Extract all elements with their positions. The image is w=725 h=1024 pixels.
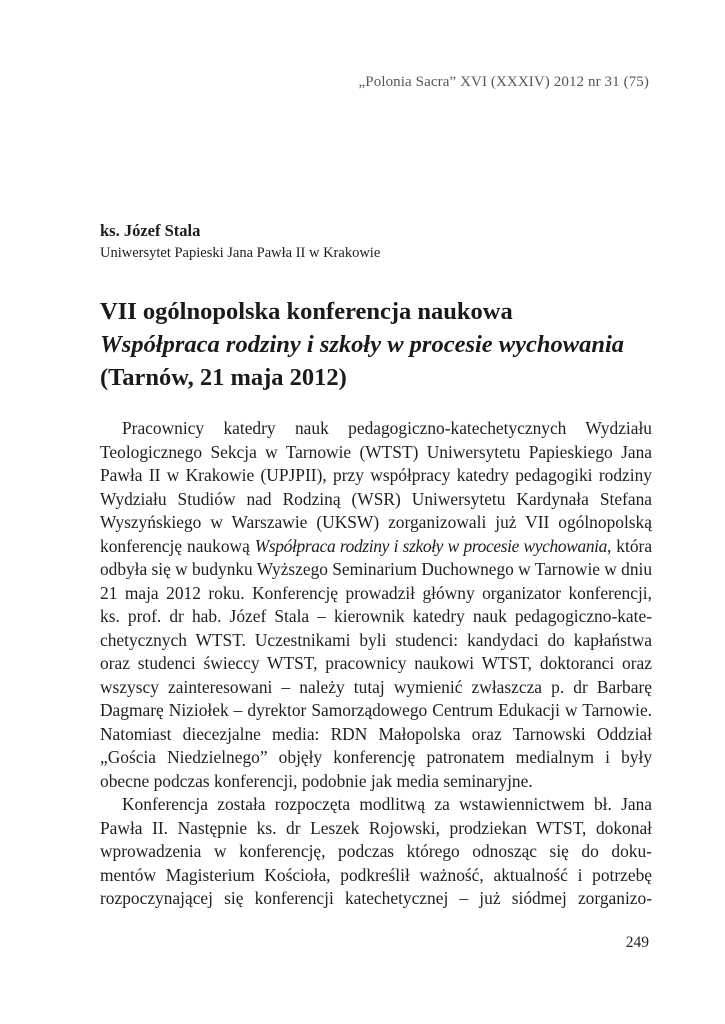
author-block [100,220,380,263]
body-line-text: 21 maja 2012 roku. Konferencję prowadził główny organizator konferencji, [100,582,652,603]
body-line-text: Pracownicy katedry nauk pedagogiczno-katechetycznych Wydziału [122,418,652,438]
body-line [100,770,652,794]
author-name: ks. Józef Stala [100,221,201,240]
body-line [100,840,652,864]
body-line-text: mentów Magisterium Kościoła, podkreślił ważność, aktualność i potrzebę [100,864,652,885]
body-line [100,887,652,911]
author-affiliation: Uniwersytet Papieski Jana Pawła II w Krakowie [100,245,381,261]
body-line [100,605,652,629]
body-line-text: Dagmarę Niziołek – dyrektor Samorządowego Centrum Edukacji w Tarnowie. [100,700,653,720]
body-line [100,699,652,723]
body-line [100,535,652,559]
body-line [100,652,652,676]
title-line-3: (Tarnów, 21 maja 2012) [100,364,347,391]
body-line [100,629,652,653]
body-line [100,817,652,841]
paragraph-1 [100,417,652,793]
body-line-text: chetycznych WTST. Uczestnikami byli studenci: kandydaci do kapłaństwa [100,629,653,650]
body-line [100,511,652,535]
body-line-text: Wydziału Studiów nad Rodziną (WSR) Uniwersytetu Kardynała Stefana [100,488,652,509]
body-line-text: oraz studenci świeccy WTST, pracownicy naukowi WTST, doktoranci oraz [100,653,652,673]
body-line [100,582,652,606]
body-line [100,417,652,441]
body-line-text: wszyscy zainteresowani – należy tutaj wymienić zwłaszcza p. dr Barbarę [100,676,652,697]
body-line [100,558,652,582]
body-line-text: wprowadzenia w konferencję, podczas którego odnosząc się do doku- [100,841,652,861]
body-line-text: , która [607,535,653,556]
paragraph-2 [100,793,652,911]
article-body [100,417,652,911]
body-line-text: rozpoczynającej się konferencji katechetycznej – już siódmej zorganizo- [100,888,652,908]
inline-italic-title: Współpraca rodziny i szkoły w procesie wychowania [254,535,608,556]
body-line [100,441,652,465]
body-line [100,676,652,700]
body-line-text: obecne podczas konferencji, podobnie jak media seminaryjne. [100,770,533,791]
title-line-1: VII ogólnopolska konferencja naukowa [100,298,513,325]
article-title [100,295,660,394]
body-line-text: Pawła II. Następnie ks. dr Leszek Rojowski, prodziekan WTST, dokonał [100,817,652,838]
body-line [100,864,652,888]
body-line-text: Teologicznego Sekcja w Tarnowie (WTST) Uniwersytetu Papieskiego Jana [100,441,652,462]
body-line-text: Pawła II w Krakowie (UPJPII), przy współpracy katedry pedagogiki rodziny [100,465,652,485]
body-line-text: odbyła się w budynku Wyższego Seminarium Duchownego w Tarnowie w dniu [100,559,653,579]
body-line-text: Konferencja została rozpoczęta modlitwą za wstawiennictwem bł. Jana [122,794,653,814]
body-line-text: Wyszyńskiego w Warszawie (UKSW) zorganizowali już VII ogólnopolską [100,512,652,532]
page-number: 249 [625,934,649,951]
body-line [100,746,652,770]
body-line [100,464,652,488]
body-line [100,793,652,817]
body-line [100,488,652,512]
body-line-text: ks. prof. dr hab. Józef Stala – kierownik katedry nauk pedagogiczno-kate- [100,606,652,626]
body-line [100,723,652,747]
body-line-text: „Gościa Niedzielnego” objęły konferencję patronatem medialnym i były [100,747,653,767]
title-line-2: Współpraca rodziny i szkoły w procesie wychowania [100,331,625,358]
body-line-text: Natomiast diecezjalne media: RDN Małopolska oraz Tarnowski Oddział [100,723,652,744]
body-line-text: konferencję naukową [100,535,255,556]
running-header: „Polonia Sacra” XVI (XXXIV) 2012 nr 31 (75) [358,74,649,90]
